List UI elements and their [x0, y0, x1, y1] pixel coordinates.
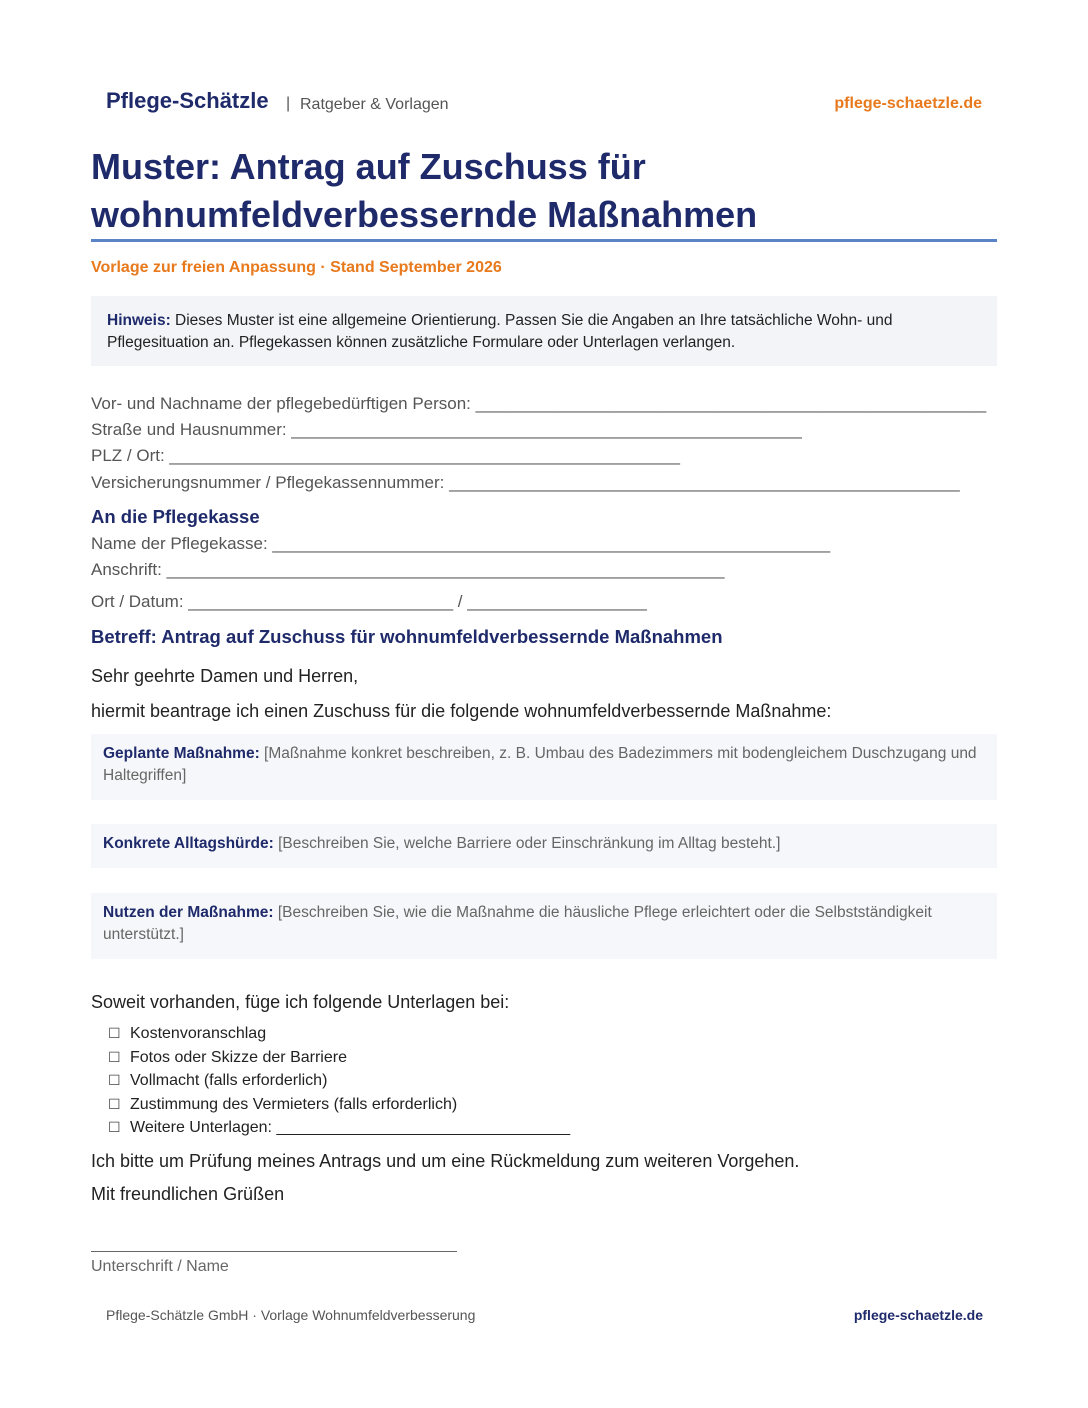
brand-tagline: Ratgeber & Vorlagen	[300, 96, 449, 113]
checkbox-icon[interactable]: ☐	[108, 1072, 121, 1088]
checkbox-icon[interactable]: ☐	[108, 1025, 121, 1041]
closing: Mit freundlichen Grüßen	[91, 1184, 285, 1204]
notice-label: Hinweis:	[107, 312, 171, 329]
notice-text: Dieses Muster ist eine allgemeine Orientierung. Passen Sie die Angaben an Ihre tatsächliche Wohn- und Pflegesituation an. Pflegekassen können zusätzliche Formulare oder Unterlagen verlangen.	[107, 312, 893, 351]
subject-line: Betreff: Antrag auf Zuschuss für wohnumfeldverbessernde Maßnahmen	[91, 626, 723, 647]
signature-label: Unterschrift / Name	[91, 1258, 229, 1275]
footer-url-link[interactable]: pflege-schaetzle.de	[853, 1307, 983, 1323]
daily-barrier-label: Konkrete Alltagshürde:	[103, 835, 274, 852]
field-zip-city: PLZ / Ort: ______________________________________________________	[91, 446, 680, 465]
attachment-label: Vollmacht (falls erforderlich)	[130, 1072, 328, 1089]
checkbox-icon[interactable]: ☐	[108, 1048, 121, 1065]
footer-company: Pflege-Schätzle GmbH · Vorlage Wohnumfeldverbesserung	[106, 1307, 476, 1323]
list-item	[108, 1093, 570, 1117]
checkbox-icon[interactable]: ☐	[108, 1119, 121, 1135]
measure-benefit-box	[91, 893, 997, 959]
field-name: Vor- und Nachname der pflegebedürftigen Person: ______________________________________________________	[91, 394, 987, 413]
attachment-label: Kostenvoranschlag	[130, 1025, 267, 1042]
document-title: Muster: Antrag auf Zuschuss für wohnumfeldverbessernde Maßnahmen	[91, 146, 758, 235]
document-subtitle: Vorlage zur freien Anpassung · Stand September 2026	[91, 259, 502, 276]
planned-measure-text: [Maßnahme konkret beschreiben, z. B. Umbau des Badezimmers mit bodengleichem Duschzugang und Haltegriffen]	[103, 745, 977, 784]
attachments-checklist	[108, 1022, 570, 1140]
title-divider	[91, 239, 997, 242]
field-insurer-address: Anschrift: ___________________________________________________________	[91, 560, 725, 579]
planned-measure-box	[91, 734, 997, 800]
field-place-date: Ort / Datum: ____________________________ / ___________________	[91, 592, 647, 611]
checkbox-icon[interactable]: ☐	[108, 1095, 121, 1112]
measure-benefit-label: Nutzen der Maßnahme:	[103, 904, 274, 921]
field-street: Straße und Hausnummer: ______________________________________________________	[91, 420, 802, 439]
attachments-intro: Soweit vorhanden, füge ich folgende Unterlagen bei:	[91, 992, 510, 1012]
greeting: Sehr geehrte Damen und Herren,	[91, 666, 359, 686]
daily-barrier-text: [Beschreiben Sie, welche Barriere oder Einschränkung im Alltag besteht.]	[273, 835, 781, 852]
header-url-link[interactable]: pflege-schaetzle.de	[834, 95, 982, 112]
brand-separator: |	[286, 95, 291, 112]
daily-barrier-box	[91, 824, 997, 868]
brand-name: Pflege-Schätzle	[106, 88, 269, 113]
field-insurance-number: Versicherungsnummer / Pflegekassennummer: ______________________________________________________	[91, 473, 960, 492]
intro-text: hiermit beantrage ich einen Zuschuss für die folgende wohnumfeldverbessernde Maßnahme:	[91, 701, 832, 721]
planned-measure-label: Geplante Maßnahme:	[103, 745, 260, 762]
signature-line	[91, 1251, 457, 1252]
list-item	[108, 1046, 570, 1070]
attachment-label: Fotos oder Skizze der Barriere	[130, 1048, 347, 1066]
field-insurer-name: Name der Pflegekasse: ___________________________________________________________	[91, 534, 831, 553]
header	[106, 88, 982, 120]
list-item	[108, 1069, 570, 1093]
attachment-label: Zustimmung des Vermieters (falls erforderlich)	[130, 1095, 458, 1113]
closing-request: Ich bitte um Prüfung meines Antrags und um eine Rückmeldung zum weiteren Vorgehen.	[91, 1151, 800, 1171]
insurer-heading: An die Pflegekasse	[91, 506, 260, 527]
notice-box	[91, 296, 997, 366]
measure-benefit-text: [Beschreiben Sie, wie die Maßnahme die häusliche Pflege erleichtert oder die Selbstständigkeit unterstützt.]	[103, 904, 932, 943]
list-item	[108, 1116, 570, 1140]
attachment-label: Weitere Unterlagen: _________________________________	[130, 1119, 571, 1136]
list-item	[108, 1022, 570, 1046]
